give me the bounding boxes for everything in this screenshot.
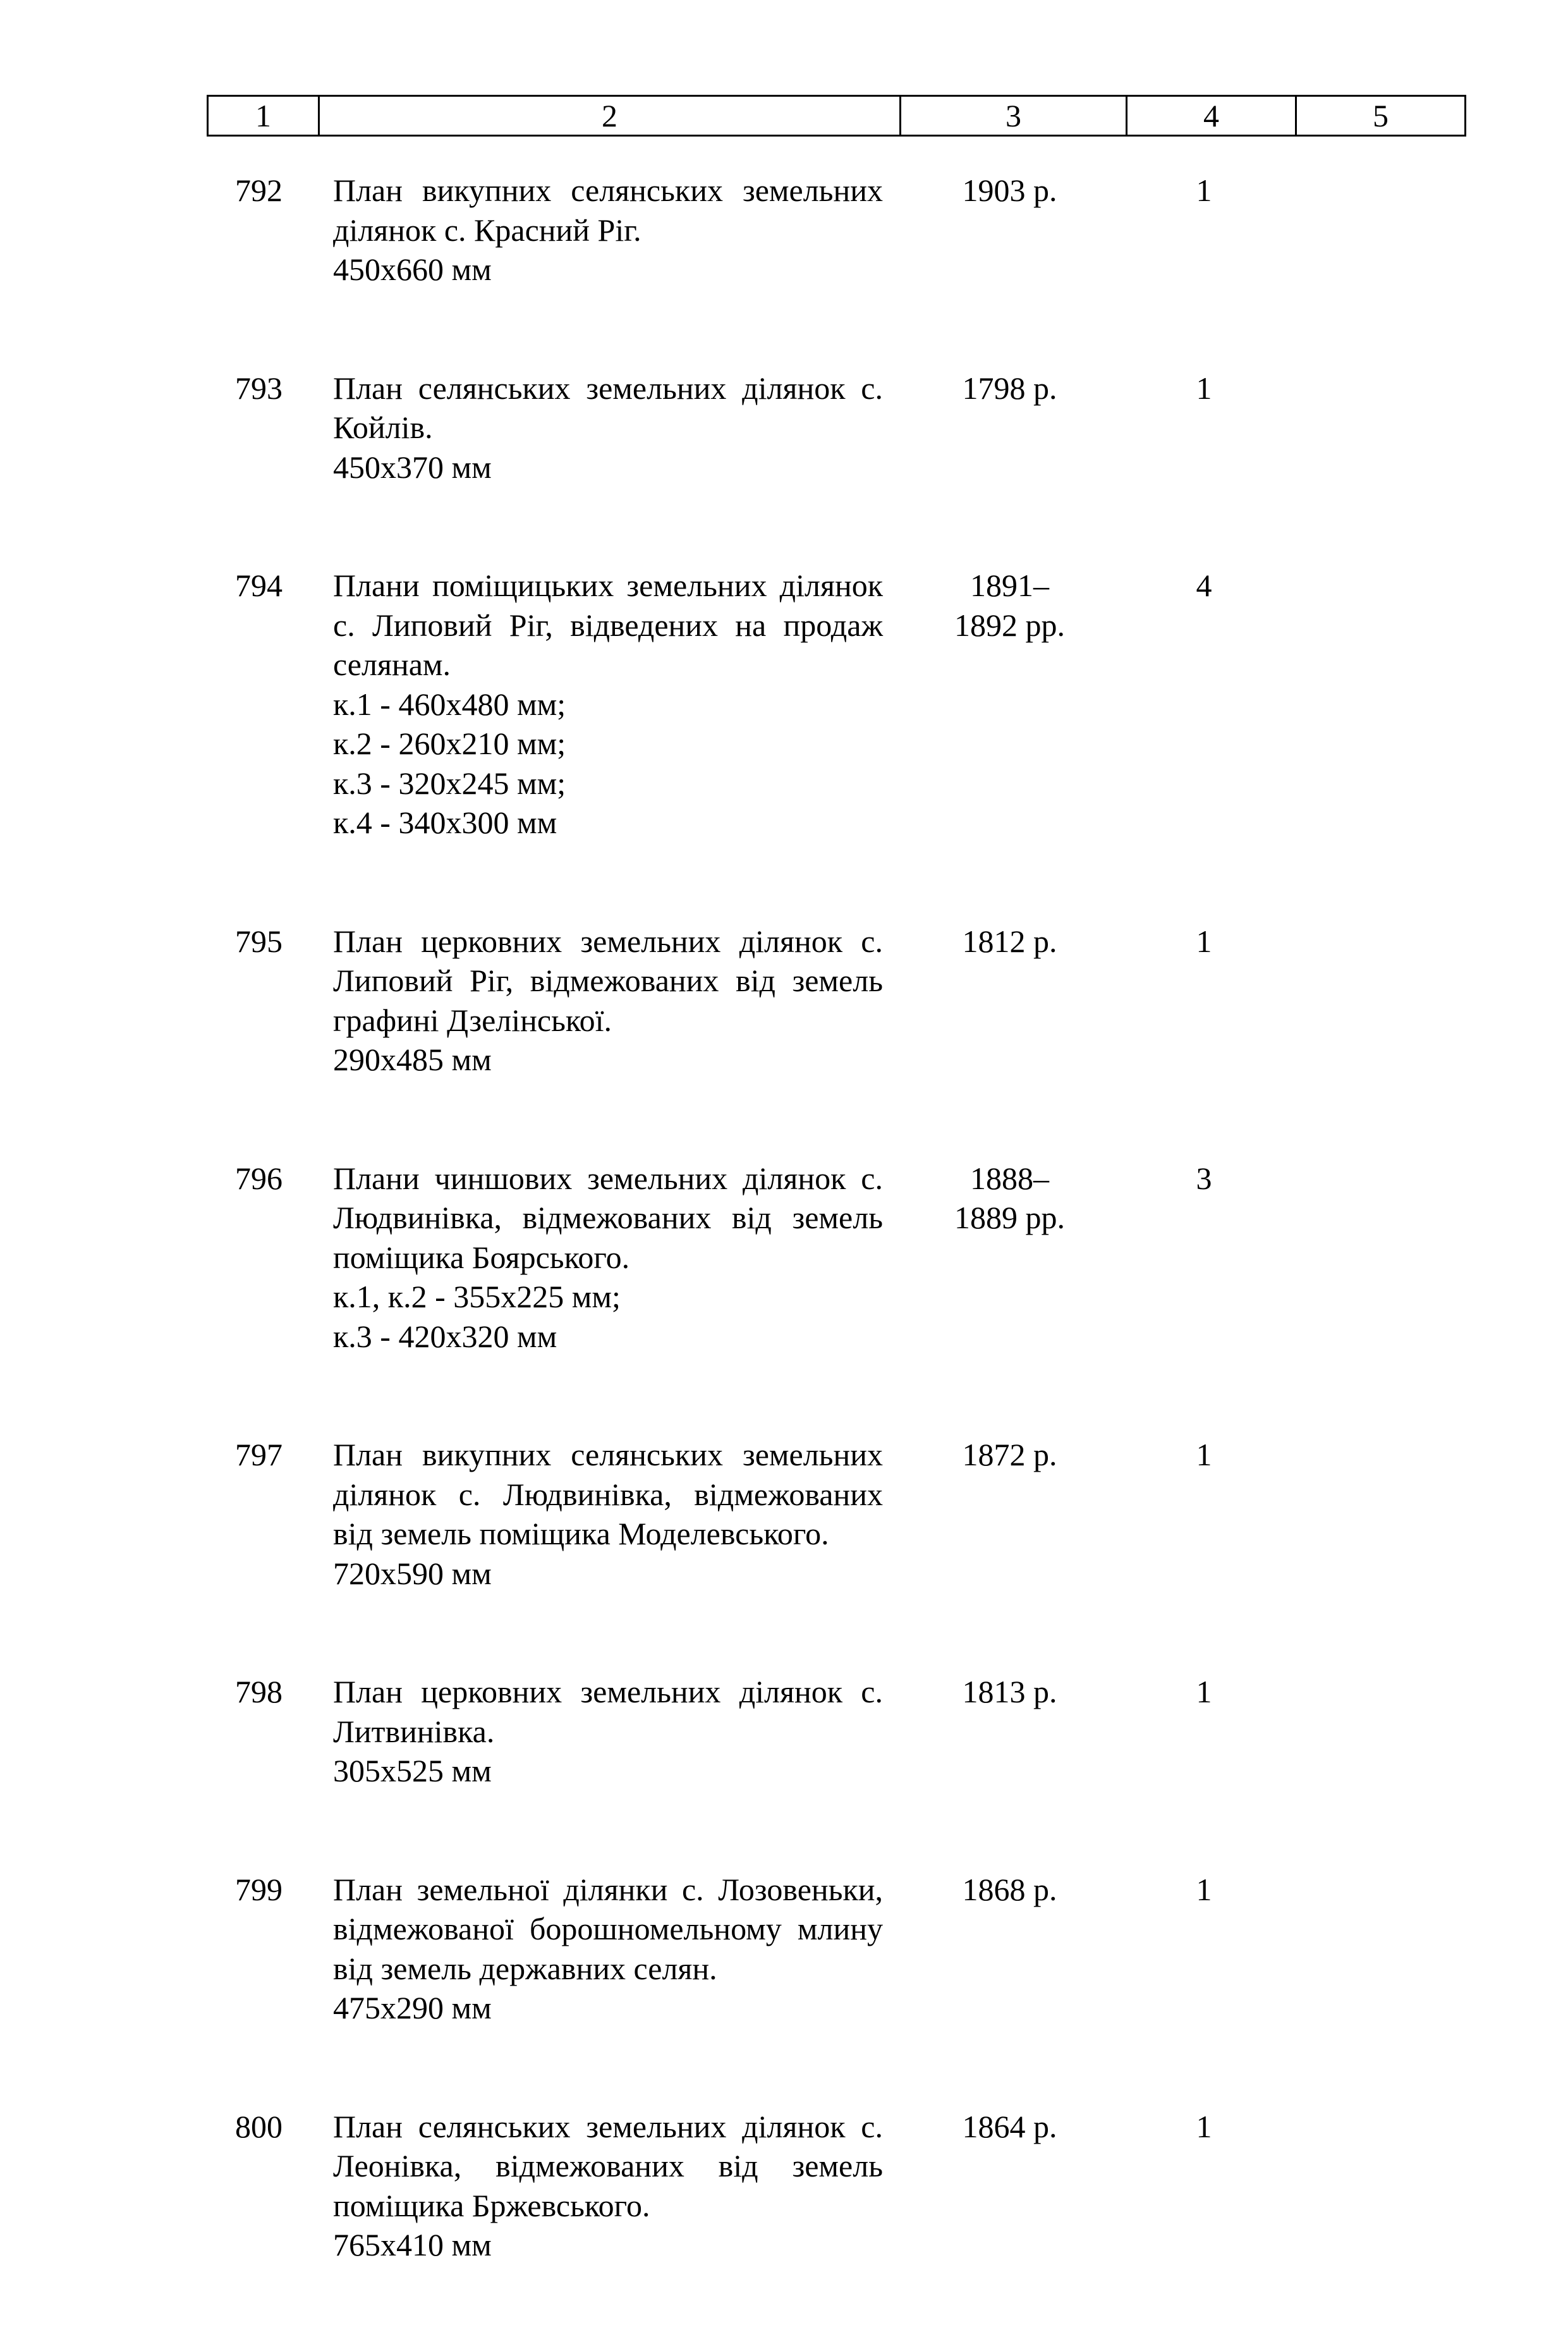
entry-number: 799	[235, 1871, 283, 1907]
column-number-header	[207, 95, 1466, 137]
entry-date-line: 1903 р.	[962, 173, 1057, 208]
entry-count: 1	[1196, 2108, 1212, 2144]
entry-count: 1	[1196, 370, 1212, 406]
entry-description: Плани чиншових земельних ділянок с. Людвинівка, відмежованих від земель поміщика Боярського.	[333, 1160, 883, 1275]
entry-number: 798	[235, 1674, 283, 1709]
entry-size: 450х370 мм	[333, 449, 492, 485]
entry-date-line: 1868 р.	[962, 1871, 1057, 1907]
header-row	[208, 96, 1466, 136]
entry-description-block	[333, 1435, 883, 1593]
entry-count: 4	[1196, 568, 1212, 603]
header-col-1: 1	[208, 96, 319, 136]
entry-description: План земельної ділянки с. Лозовеньки, відмежованої борошномельному млину від земель державних селян.	[333, 1871, 883, 1986]
entry-number: 792	[235, 173, 283, 208]
entry-description: План викупних селянських земельних ділянок с. Людвинівка, відмежованих від земель поміщика Моделевського.	[333, 1437, 883, 1551]
entry-size: 305х525 мм	[333, 1753, 492, 1788]
entry-description-block	[333, 2107, 883, 2265]
entry-count: 1	[1196, 923, 1212, 959]
entry-date-line: 1798 р.	[962, 370, 1057, 406]
entry-count: 1	[1196, 1674, 1212, 1709]
entry-count: 3	[1196, 1160, 1212, 1196]
entry-description: План селянських земельних ділянок с. Леонівка, відмежованих від земель поміщика Бржевського.	[333, 2108, 883, 2223]
entry-number: 794	[235, 568, 283, 603]
catalog-entry	[0, 369, 1568, 487]
entry-date	[913, 171, 1106, 211]
entry-date	[913, 922, 1106, 961]
entry-description-block	[333, 1870, 883, 2028]
entry-date-line: 1891–	[970, 568, 1049, 603]
entry-description-block	[333, 369, 883, 487]
header-col-4: 4	[1127, 96, 1296, 136]
entry-size: 450х660 мм	[333, 252, 492, 287]
entry-description: План викупних селянських земельних ділянок с. Красний Ріг.	[333, 173, 883, 248]
entry-size: к.1, к.2 - 355х225 мм;	[333, 1279, 621, 1314]
entry-number: 795	[235, 923, 283, 959]
entry-description-block	[333, 1159, 883, 1357]
entry-description-block	[333, 171, 883, 290]
entry-count: 1	[1196, 173, 1212, 208]
entry-date-line: 1812 р.	[962, 923, 1057, 959]
entry-date-line: 1864 р.	[962, 2108, 1057, 2144]
entry-size: 475х290 мм	[333, 1990, 492, 2025]
entry-date-line: 1892 рр.	[954, 607, 1065, 643]
entry-number: 800	[235, 2108, 283, 2144]
catalog-entries	[0, 171, 1568, 2344]
entry-size: 720х590 мм	[333, 1555, 492, 1591]
entry-date-line: 1872 р.	[962, 1437, 1057, 1472]
entry-description-block	[333, 566, 883, 843]
catalog-entry	[0, 1672, 1568, 1791]
entry-size: 765х410 мм	[333, 2227, 492, 2262]
entry-size: к.4 - 340х300 мм	[333, 805, 557, 840]
header-col-3: 3	[901, 96, 1127, 136]
entry-date-line: 1888–	[970, 1160, 1049, 1196]
catalog-entry	[0, 1159, 1568, 1357]
header-col-2: 2	[319, 96, 901, 136]
entry-number: 797	[235, 1437, 283, 1472]
entry-count: 1	[1196, 1871, 1212, 1907]
entry-date	[913, 566, 1106, 645]
catalog-entry	[0, 2107, 1568, 2265]
entry-date	[913, 1159, 1106, 1238]
entry-date	[913, 369, 1106, 408]
entry-date	[913, 1435, 1106, 1475]
entry-size: к.3 - 420х320 мм	[333, 1318, 557, 1354]
header-col-5: 5	[1296, 96, 1466, 136]
entry-date-line: 1889 рр.	[954, 1200, 1065, 1235]
catalog-entry	[0, 171, 1568, 290]
entry-date-line: 1813 р.	[962, 1674, 1057, 1709]
entry-date	[913, 1870, 1106, 1910]
entry-description-block	[333, 1672, 883, 1791]
entry-size: к.2 - 260х210 мм;	[333, 726, 566, 761]
entry-number: 796	[235, 1160, 283, 1196]
entry-date	[913, 2107, 1106, 2147]
entry-date	[913, 1672, 1106, 1712]
entry-count: 1	[1196, 1437, 1212, 1472]
catalog-entry	[0, 1870, 1568, 2028]
entry-description: План церковних земельних ділянок с. Липовий Ріг, відмежованих від земель графині Дзелінської.	[333, 923, 883, 1038]
entry-description: План селянських земельних ділянок с. Койлів.	[333, 370, 883, 445]
catalog-entry	[0, 922, 1568, 1080]
entry-size: к.3 - 320х245 мм;	[333, 765, 566, 801]
entry-number: 793	[235, 370, 283, 406]
entry-description-block	[333, 922, 883, 1080]
entry-size: 290х485 мм	[333, 1042, 492, 1077]
entry-size: к.1 - 460х480 мм;	[333, 686, 566, 722]
catalog-entry	[0, 1435, 1568, 1593]
entry-description: Плани поміщицьких земельних ділянок с. Липовий Ріг, відведених на продаж селянам.	[333, 568, 883, 682]
catalog-entry	[0, 566, 1568, 843]
entry-description: План церковних земельних ділянок с. Литвинівка.	[333, 1674, 883, 1749]
